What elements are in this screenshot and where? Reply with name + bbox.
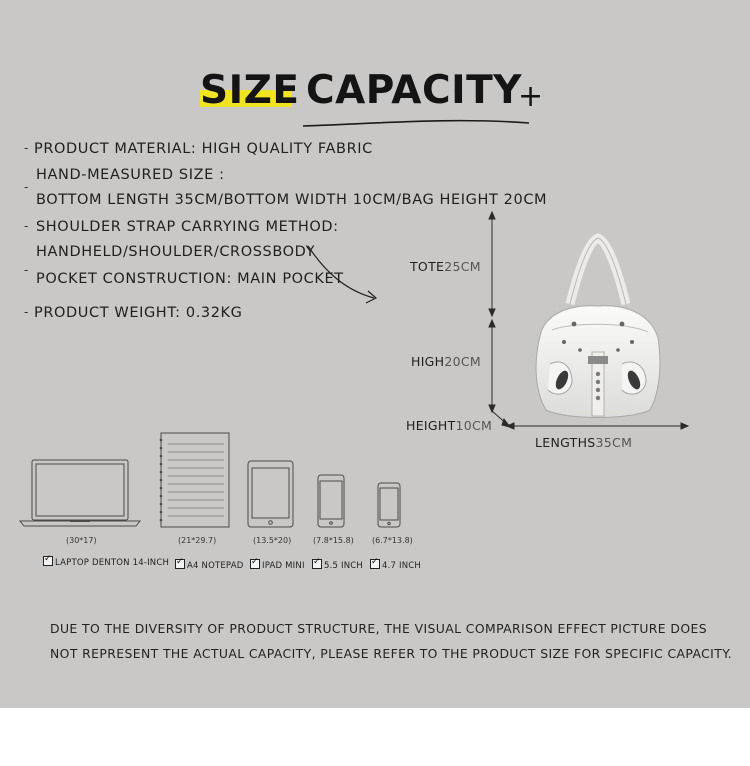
dim-tote-label: TOTE xyxy=(410,259,445,274)
device-label-notepad: A4 NOTEPAD xyxy=(187,561,244,571)
dim-high-label: HIGH xyxy=(411,354,445,369)
laptop-icon xyxy=(20,460,140,526)
bullet-dash: - xyxy=(24,180,29,194)
dim-lengths xyxy=(535,435,632,451)
disclaimer-line-1: DUE TO THE DIVERSITY OF PRODUCT STRUCTURE, THE VISUAL COMPARISON EFFECT PICTURE DOES xyxy=(50,621,707,636)
device-check-phone-55 xyxy=(312,559,363,572)
device-size-tablet: (13.5*20) xyxy=(253,536,292,545)
spec-strap-options: HANDHELD/SHOULDER/CROSSBODY xyxy=(36,244,316,260)
device-size-phone-55: (7.8*15.8) xyxy=(313,536,354,545)
spec-material: PRODUCT MATERIAL: HIGH QUALITY FABRIC xyxy=(34,141,373,157)
checkbox-icon xyxy=(43,556,53,566)
tablet-icon xyxy=(248,461,293,527)
dim-lengths-label: LENGTHS xyxy=(535,435,596,450)
device-check-notepad xyxy=(175,559,243,572)
title-underline xyxy=(300,114,532,132)
dim-height-label: HEIGHT xyxy=(406,418,456,433)
disclaimer-line-2: NOT REPRESENT THE ACTUAL CAPACITY, PLEASE REFER TO THE PRODUCT SIZE FOR SPECIFIC CAPACITY. xyxy=(50,646,733,661)
spec-strap-method: SHOULDER STRAP CARRYING METHOD: xyxy=(36,219,339,235)
phone-icon xyxy=(378,483,400,527)
device-check-laptop xyxy=(43,556,169,569)
device-label-phone-55: 5.5 INCH xyxy=(324,561,364,571)
device-size-phone-47: (6.7*13.8) xyxy=(372,536,413,545)
dim-lengths-value: 35CM xyxy=(595,435,633,450)
device-check-tablet xyxy=(250,559,305,572)
checkbox-icon xyxy=(175,559,185,569)
title-word-capacity: CAPACITY xyxy=(306,68,522,113)
dim-height xyxy=(406,418,492,434)
spec-weight: PRODUCT WEIGHT: 0.32KG xyxy=(34,305,243,321)
device-label-tablet: IPAD MINI xyxy=(262,561,305,571)
pointer-arrow xyxy=(300,240,390,312)
dim-height-value: 10CM xyxy=(455,418,493,433)
notepad-icon xyxy=(160,433,229,527)
phone-icon xyxy=(318,475,344,527)
dim-high-value: 20CM xyxy=(444,354,481,369)
checkbox-icon xyxy=(250,559,260,569)
device-size-laptop: (30*17) xyxy=(66,536,97,545)
bullet-dash: - xyxy=(24,141,29,155)
spec-dimensions: BOTTOM LENGTH 35CM/BOTTOM WIDTH 10CM/BAG HEIGHT 20CM xyxy=(36,192,548,208)
bullet-dash: - xyxy=(24,219,29,233)
dim-tote xyxy=(410,259,481,275)
device-label-phone-47: 4.7 INCH xyxy=(382,561,422,571)
device-size-notepad: (21*29.7) xyxy=(178,536,217,545)
bullet-dash: - xyxy=(24,263,29,277)
spec-pocket: POCKET CONSTRUCTION: MAIN POCKET xyxy=(36,271,344,287)
devices-illustration xyxy=(18,430,418,530)
dim-tote-value: 25CM xyxy=(444,259,481,274)
checkbox-icon xyxy=(370,559,380,569)
checkbox-icon xyxy=(312,559,322,569)
dim-high xyxy=(411,354,481,370)
bullet-dash: - xyxy=(24,305,29,319)
spec-hand-measured: HAND-MEASURED SIZE : xyxy=(36,167,225,183)
handbag-image xyxy=(522,232,670,422)
title-word-size: SIZE xyxy=(200,68,300,113)
title-plus: + xyxy=(518,79,544,114)
device-check-phone-47 xyxy=(370,559,421,572)
device-label-laptop: LAPTOP DENTON 14-INCH xyxy=(55,558,170,568)
